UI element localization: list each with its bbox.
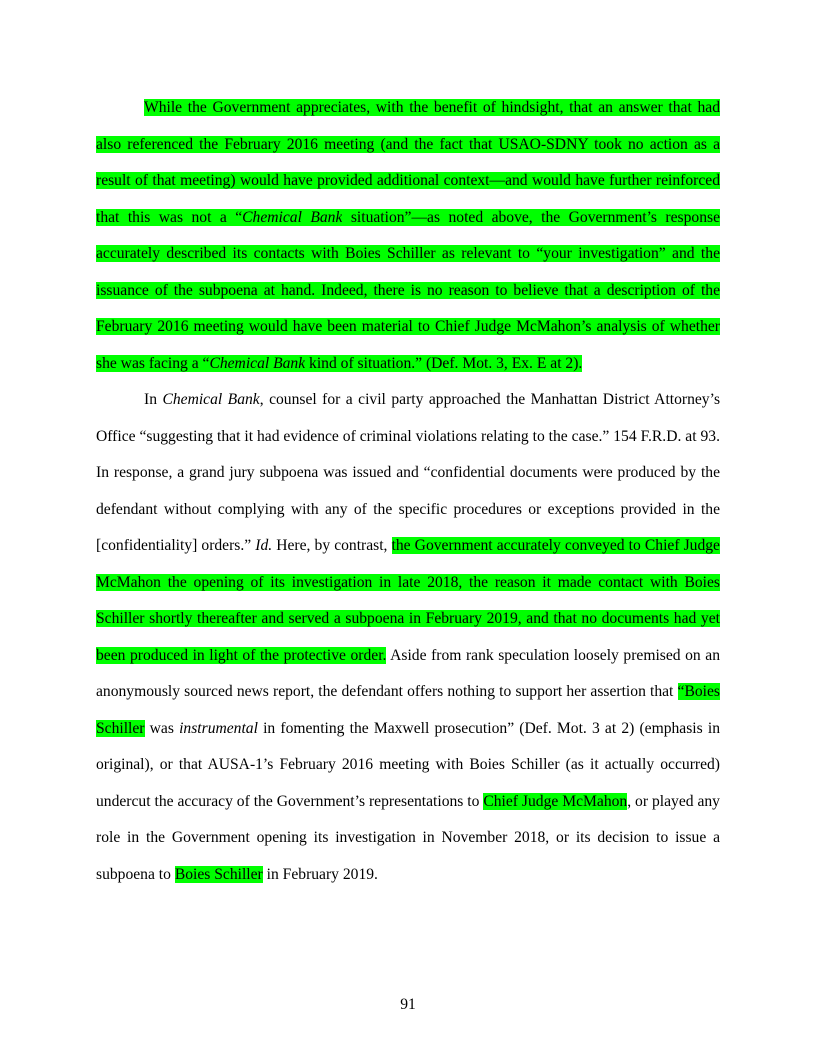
id-citation-italic: Id. bbox=[255, 537, 273, 554]
body-text bbox=[96, 90, 720, 893]
text-run: was bbox=[144, 719, 180, 737]
paragraph-chemical-bank bbox=[96, 382, 720, 893]
highlighted-run: While the Government appreciates, with the benefit of hindsight, that an answer that had also referenced the February 2016 meeting (and the fact that USAO-SDNY took no action as a result of that meeting) would have provided additional context—and would have further reinforced that this was not a “ bbox=[96, 99, 720, 226]
text-run: Aside from rank speculation loosely premised on an anonymously sourced news report, the defendant offers nothing to support her assertion that bbox=[96, 646, 720, 700]
text-run: in February 2019. bbox=[262, 865, 378, 883]
text-run: in fomenting the Maxwell prosecution” (Def. Mot. 3 at 2) (emphasis in original), or that AUSA-1’s February 2016 meeting with Boies Schiller (as it actually occurred) undercut the accuracy of the Government’s representations to bbox=[96, 719, 720, 810]
highlighted-run: situation”—as noted above, the Government’s response accurately described its contacts with Boies Schiller as relevant to “your investigation” and the issuance of the subpoena at hand. Indeed, there is no reason to believe that a description of the February 2016 meeting would have been material to Chief Judge McMahon’s analysis of whether she was facing a “ bbox=[96, 208, 720, 372]
highlighted-run: kind of situation.” (Def. Mot. 3, Ex. E at 2). bbox=[305, 354, 583, 372]
text-run: In bbox=[144, 391, 163, 408]
page-number: 91 bbox=[400, 996, 416, 1013]
text-run: Here, by contrast, bbox=[272, 537, 392, 554]
case-name-italic: Chemical Bank bbox=[162, 391, 260, 408]
case-name-italic: Chemical Bank bbox=[209, 354, 306, 372]
highlighted-run: “Boies Schiller bbox=[96, 683, 720, 737]
text-run: , counsel for a civil party approached the Manhattan District Attorney’s Office “suggesting that it had evidence of criminal violations relating to the case.” 154 F.R.D. at 93. In response, a grand jury subpoena was issued and “confidential documents were produced by the defendant without complying with any of the specific procedures or exceptions provided in the [confidentiality] orders.” bbox=[96, 391, 721, 554]
highlighted-run: Chief Judge McMahon bbox=[483, 792, 628, 810]
highlighted-run: the Government accurately conveyed to Chief Judge McMahon the opening of its investigation in late 2018, the reason it made contact with Boies Schiller shortly thereafter and served a subpoena in February 2019, and that no documents had yet been produced in light of the protective order. bbox=[96, 537, 720, 664]
case-name-italic: Chemical Bank bbox=[242, 208, 343, 226]
paragraph-government-response bbox=[96, 90, 720, 382]
emphasis-italic: instrumental bbox=[179, 719, 258, 737]
highlighted-run: Boies Schiller bbox=[174, 865, 263, 883]
text-run: , or played any role in the Government opening its investigation in November 2018, or its decision to issue a subpoena to bbox=[96, 792, 720, 883]
